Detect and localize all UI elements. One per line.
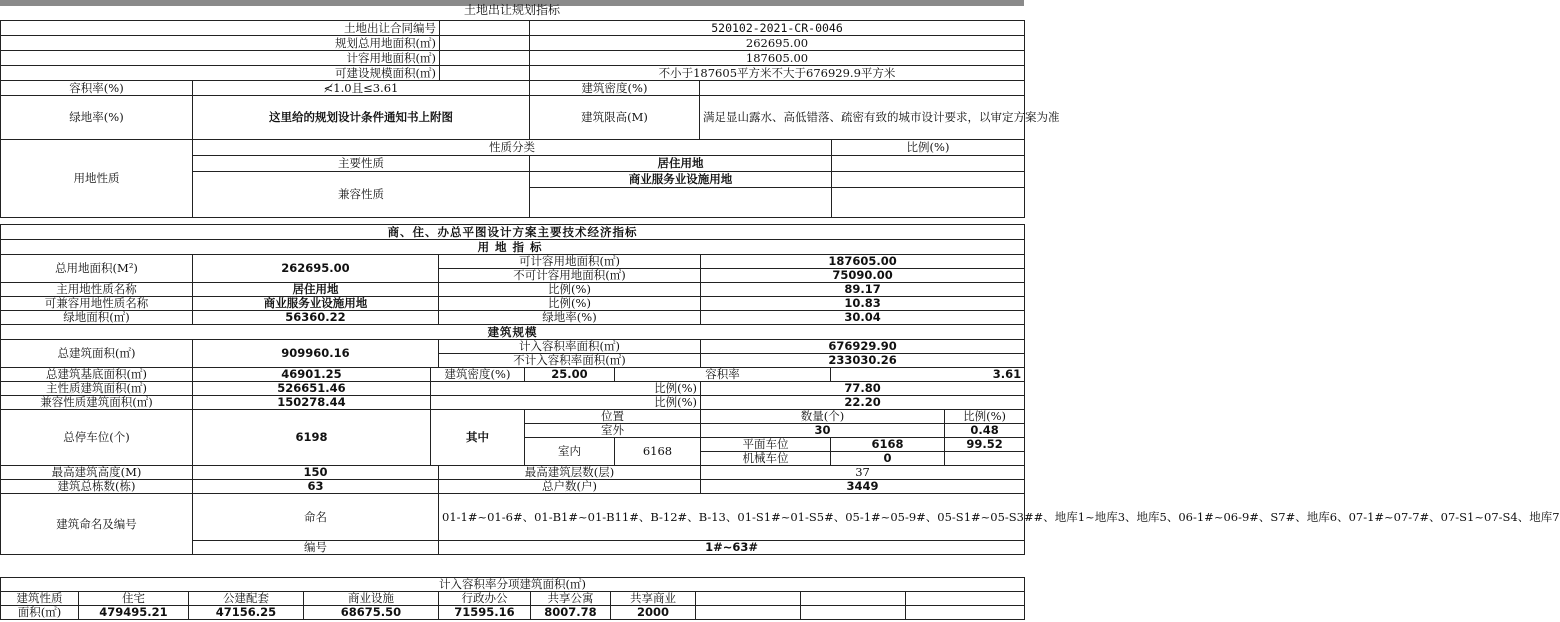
category-cell: 行政办公 (439, 592, 531, 606)
far-land-value: 187605.00 (530, 51, 1025, 66)
flat-parking-count: 6168 (831, 438, 945, 452)
nonfar-land-value: 75090.00 (701, 269, 1025, 283)
landuse-label: 用地性质 (1, 140, 193, 218)
green-value: 这里给的规划设计条件通知书上附图 (193, 96, 530, 140)
name-label: 命名 (193, 494, 439, 541)
base-area-label: 总建筑基底面积(㎡) (1, 368, 193, 382)
compat-gfa-value: 150278.44 (193, 396, 431, 410)
buildings-value: 63 (193, 480, 439, 494)
outdoor-label: 室外 (525, 424, 701, 438)
page-title: 土地出让规划指标 (463, 3, 560, 17)
area-label: 面积(㎡) (1, 606, 79, 620)
height-value: 满足显山露水、高低错落、疏密有致的城市设计要求，以审定方案为准 (700, 96, 1025, 140)
category-cell: 商业设施 (304, 592, 439, 606)
build-scale-value: 不小于187605平方米不大于676929.9平方米 (530, 66, 1025, 81)
area-cell: 68675.50 (304, 606, 439, 620)
ratio3-label: 比例(%) (431, 382, 701, 396)
contract-no-value: 520102-2021-CR-0046 (530, 21, 1025, 36)
category-cell: 共享公寓 (531, 592, 611, 606)
households-label: 总户数(户) (439, 480, 701, 494)
nature-label: 建筑性质 (1, 592, 79, 606)
far-value: ≮1.0且≤3.61 (193, 81, 530, 96)
ratio4-value: 22.20 (701, 396, 1025, 410)
ratio2-value: 10.83 (701, 297, 1025, 311)
landuse-header: 用地指标 (1, 240, 1025, 255)
build-scale-label: 可建设规模面积(㎡) (1, 66, 440, 81)
tech-title: 商、住、办总平图设计方案主要技术经济指标 (1, 225, 1025, 240)
far-breakdown-title: 计入容积率分项建筑面积(㎡) (1, 578, 1025, 592)
compat-nature-value: 商业服务业设施用地 (193, 297, 439, 311)
green-area-value: 56360.22 (193, 311, 439, 325)
compat-nature-label: 兼容性质 (193, 172, 530, 218)
main-nature-value: 居住用地 (193, 283, 439, 297)
naming-label: 建筑命名及编号 (1, 494, 193, 555)
land-transfer-table (0, 20, 1060, 218)
nonfar-area-value: 233030.26 (701, 354, 1025, 368)
parking-value: 6198 (193, 410, 431, 466)
base-area-value: 46901.25 (193, 368, 431, 382)
max-height-label: 最高建筑高度(M) (1, 466, 193, 480)
far-value: 3.61 (831, 368, 1025, 382)
main-nature-value: 居住用地 (530, 156, 832, 172)
green-label: 绿地率(%) (1, 96, 193, 140)
area-cell: 8007.78 (531, 606, 611, 620)
outdoor-count: 30 (701, 424, 945, 438)
pratio-header: 比例(%) (945, 410, 1025, 424)
green-rate-value: 30.04 (701, 311, 1025, 325)
compat-nature-value: 商业服务业设施用地 (530, 172, 832, 188)
mech-parking-label: 机械车位 (701, 452, 831, 466)
outdoor-ratio: 0.48 (945, 424, 1025, 438)
nonfar-land-label: 不可计容用地面积(㎡) (439, 269, 701, 283)
compat-nature-label: 可兼容用地性质名称 (1, 297, 193, 311)
height-label: 建筑限高(M) (530, 96, 700, 140)
nature-class-header: 性质分类 (193, 140, 832, 156)
area-cell: 2000 (611, 606, 696, 620)
main-nature-label: 主用地性质名称 (1, 283, 193, 297)
main-gfa-label: 主性质建筑面积(㎡) (1, 382, 193, 396)
flat-parking-label: 平面车位 (701, 438, 831, 452)
gfa-label: 总建筑面积(㎡) (1, 340, 193, 368)
contract-no-label: 土地出让合同编号 (1, 21, 440, 36)
far-area-value: 676929.90 (701, 340, 1025, 354)
households-value: 3449 (701, 480, 1025, 494)
of-which-label: 其中 (431, 410, 525, 466)
parking-label: 总停车位(个) (1, 410, 193, 466)
density-value (700, 81, 1025, 96)
far-land-label: 可计容用地面积(㎡) (439, 255, 701, 269)
total-land-value: 262695.00 (530, 36, 1025, 51)
area-cell: 479495.21 (79, 606, 189, 620)
density-value: 25.00 (525, 368, 615, 382)
far-label: 容积率 (615, 368, 831, 382)
count-header: 数量(个) (701, 410, 945, 424)
position-header: 位置 (525, 410, 701, 424)
gfa-value: 909960.16 (193, 340, 439, 368)
density-label: 建筑密度(%) (431, 368, 525, 382)
ratio1-label: 比例(%) (439, 283, 701, 297)
total-land-label: 总用地面积(M²) (1, 255, 193, 283)
total-land-value: 262695.00 (193, 255, 439, 283)
far-label: 容积率(%) (1, 81, 193, 96)
green-area-label: 绿地面积(㎡) (1, 311, 193, 325)
far-land-label: 计容用地面积(㎡) (1, 51, 440, 66)
density-label: 建筑密度(%) (530, 81, 700, 96)
nonfar-area-label: 不计入容积率面积(㎡) (439, 354, 701, 368)
main-gfa-value: 526651.46 (193, 382, 431, 396)
indoor-label: 室内 (525, 438, 615, 466)
area-cell: 47156.25 (189, 606, 304, 620)
max-floors-value: 37 (701, 466, 1025, 480)
max-floors-label: 最高建筑层数(层) (439, 466, 701, 480)
number-label: 编号 (193, 541, 439, 555)
category-cell: 共享商业 (611, 592, 696, 606)
flat-parking-ratio: 99.52 (945, 438, 1025, 452)
ratio1-value: 89.17 (701, 283, 1025, 297)
main-nature-label: 主要性质 (193, 156, 530, 172)
area-cell: 71595.16 (439, 606, 531, 620)
scale-header: 建筑规模 (1, 325, 1025, 340)
ratio2-label: 比例(%) (439, 297, 701, 311)
ratio3-value: 77.80 (701, 382, 1025, 396)
tech-indicators-table (0, 224, 1560, 555)
green-rate-label: 绿地率(%) (439, 311, 701, 325)
name-value: 01-1#~01-6#、01-B1#~01-B11#、B-12#、B-13、01-S1#~01-S5#、05-1#~05-9#、05-S1#~05-S3##、地库1~地库3、地库5、06-1#~06-9#、S7#、地库6、07-1#~07-7#、07-S1~07-S4、地库7 (439, 494, 1025, 541)
area-row (1, 606, 1025, 620)
category-cell: 公建配套 (189, 592, 304, 606)
number-value: 1#~63# (439, 541, 1025, 555)
max-height-value: 150 (193, 466, 439, 480)
far-land-value: 187605.00 (701, 255, 1025, 269)
ratio4-label: 比例(%) (431, 396, 701, 410)
ratio-header: 比例(%) (832, 140, 1025, 156)
mech-parking-count: 0 (831, 452, 945, 466)
compat-gfa-label: 兼容性质建筑面积(㎡) (1, 396, 193, 410)
category-cell: 住宅 (79, 592, 189, 606)
buildings-label: 建筑总栋数(栋) (1, 480, 193, 494)
far-breakdown-table (0, 577, 1025, 620)
total-land-label: 规划总用地面积(㎡) (1, 36, 440, 51)
indoor-count: 6168 (615, 438, 701, 466)
nature-row (1, 592, 1025, 606)
far-area-label: 计入容积率面积(㎡) (439, 340, 701, 354)
